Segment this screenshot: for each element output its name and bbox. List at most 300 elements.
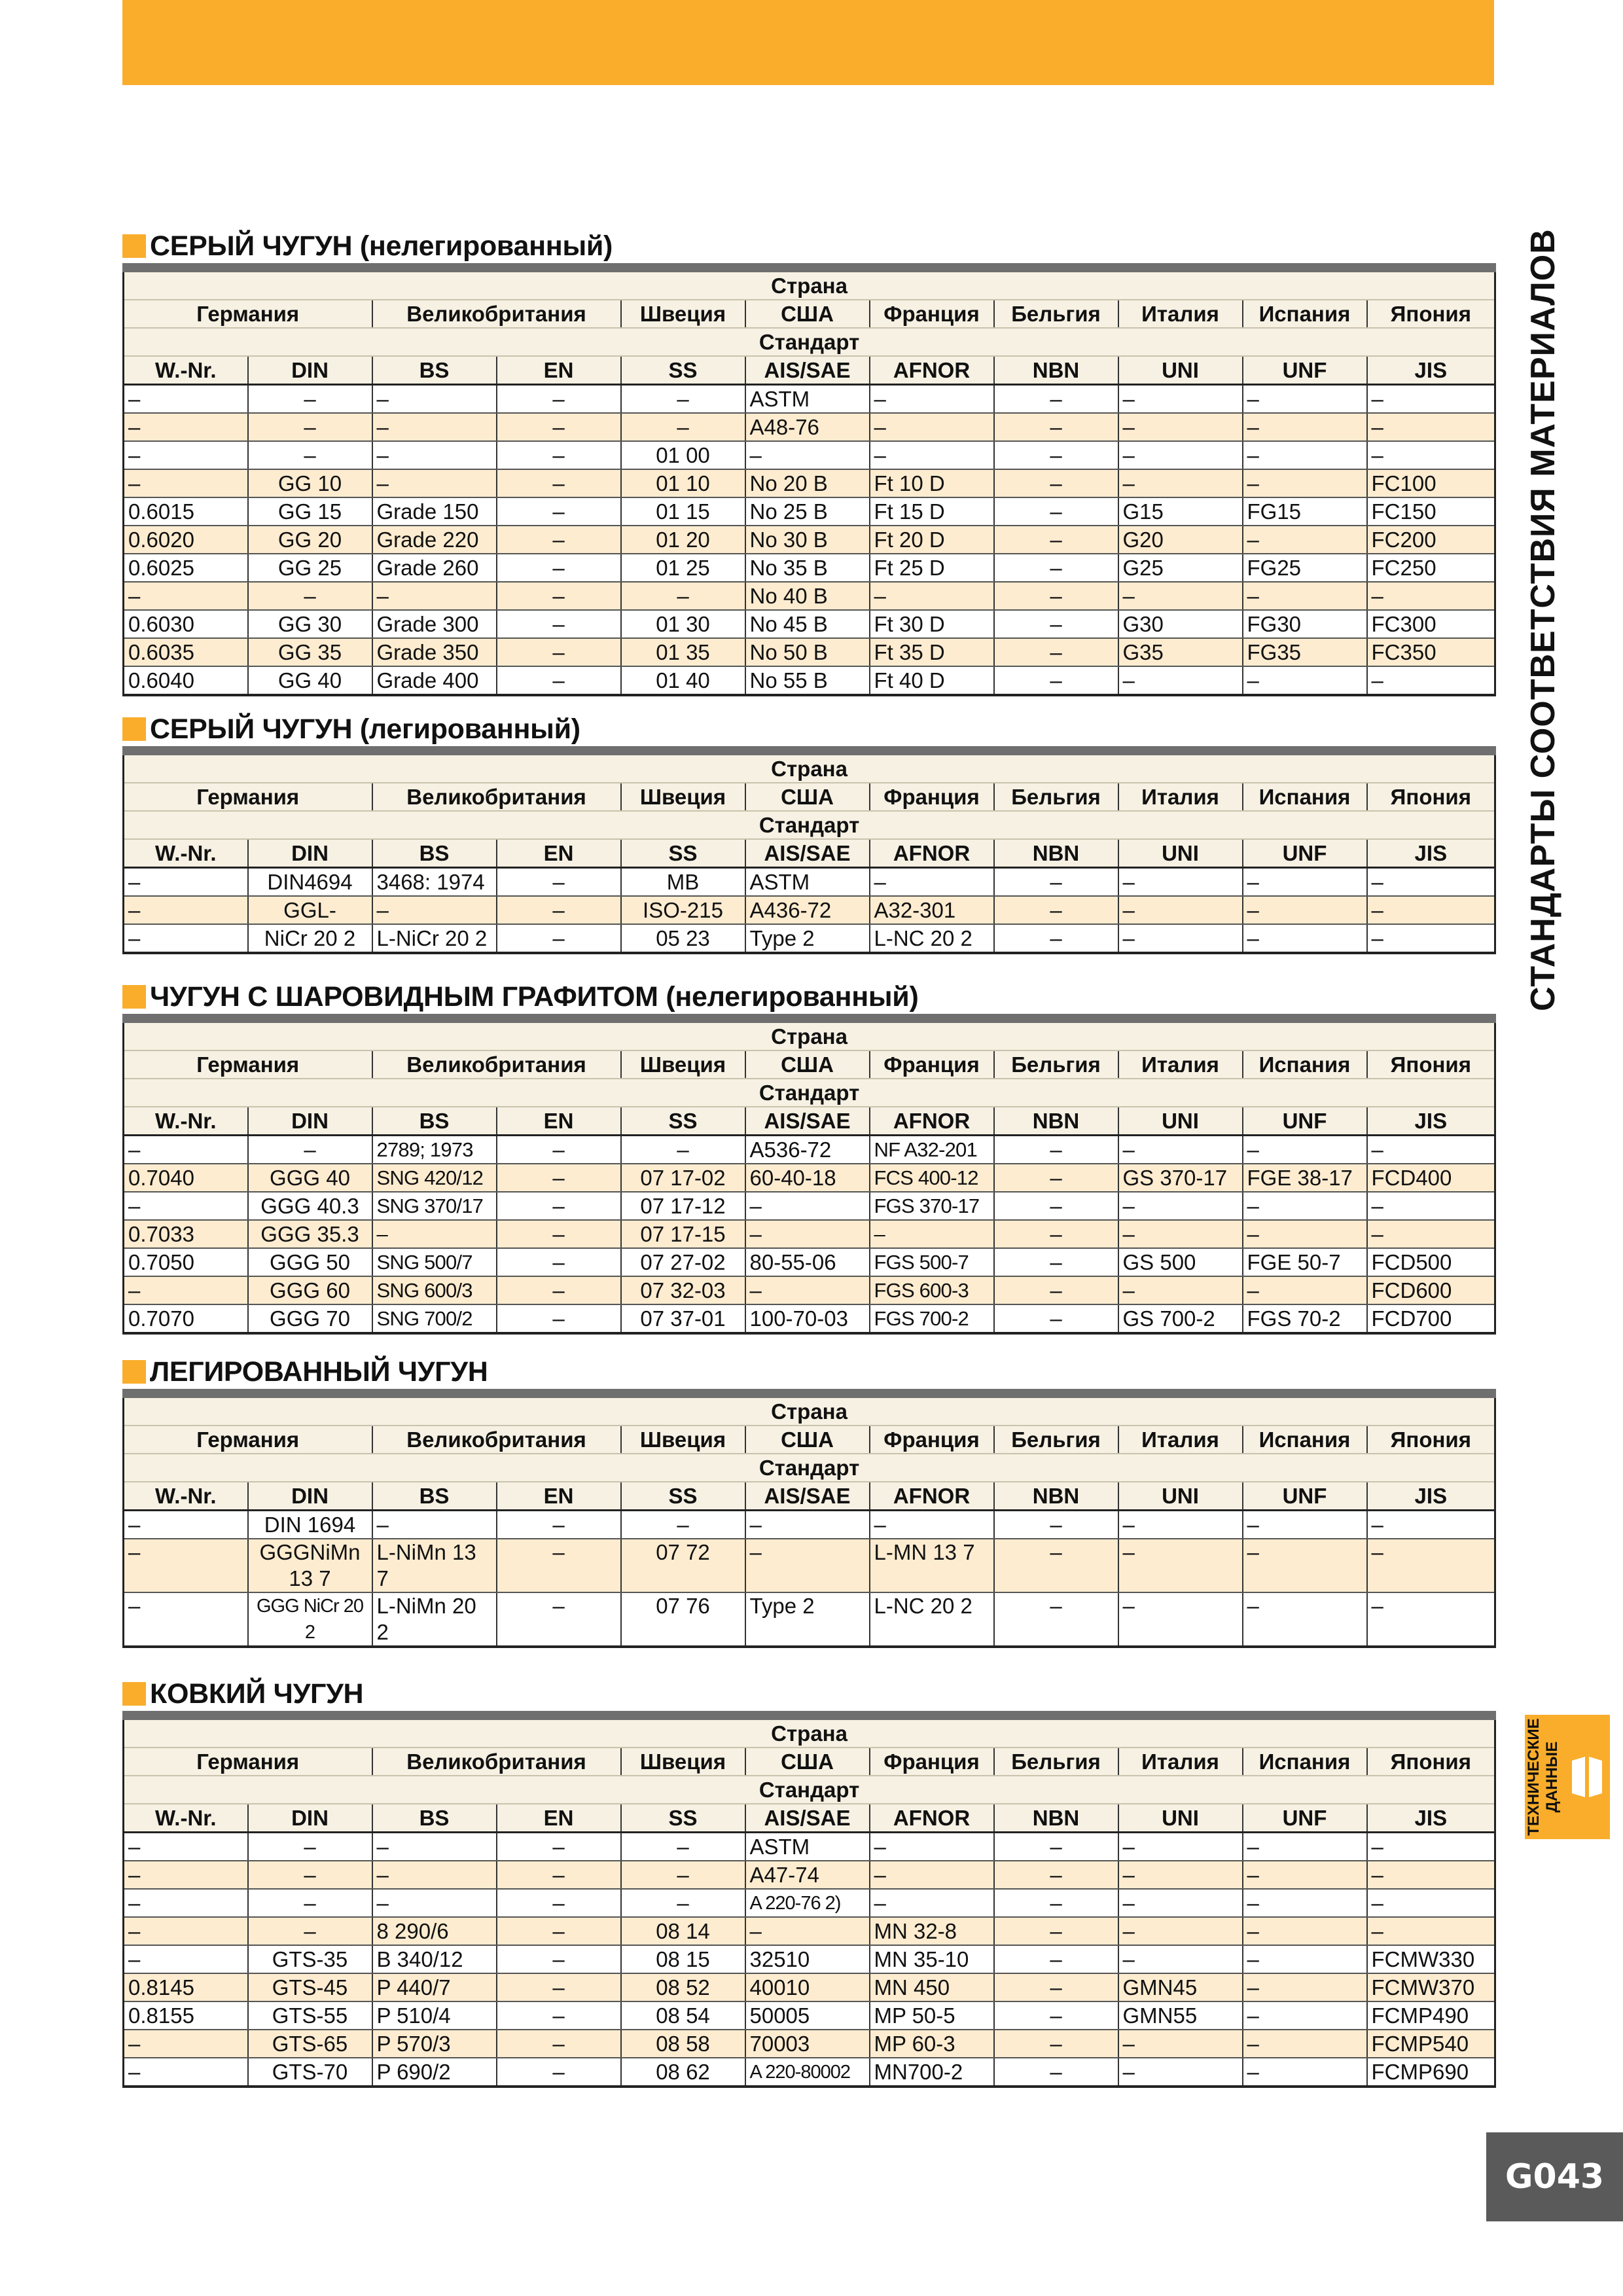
country-header: Страна: [124, 268, 1495, 300]
table-cell: –: [745, 1192, 870, 1220]
table-cell: FC100: [1367, 469, 1495, 497]
table-cell: –: [1118, 441, 1243, 469]
table-cell: 50005: [745, 2001, 870, 2030]
table-cell: GTS-65: [248, 2030, 372, 2058]
table-cell: –: [621, 413, 745, 441]
table-row: [124, 1889, 1495, 1917]
table-row: [124, 2058, 1495, 2087]
column-header: UNF: [1243, 356, 1367, 385]
country-name: Германия: [124, 783, 372, 811]
table-cell: GGG 40: [248, 1164, 372, 1192]
table-cell: –: [870, 1833, 994, 1861]
table-cell: –: [1118, 2030, 1243, 2058]
table-cell: –: [124, 1136, 248, 1164]
table-cell: Grade 400: [372, 666, 497, 695]
table-cell: –: [745, 441, 870, 469]
table-cell: SNG 700/2: [372, 1304, 497, 1333]
table-cell: –: [870, 1861, 994, 1889]
table-cell: –: [497, 1192, 621, 1220]
table-cell: –: [497, 582, 621, 610]
table-cell: 0.6020: [124, 526, 248, 554]
table-cell: 01 40: [621, 666, 745, 695]
table-cell: DIN4694: [248, 868, 372, 897]
table-cell: No 45 B: [745, 610, 870, 638]
table-cell: –: [745, 1220, 870, 1248]
country-name: США: [745, 1748, 870, 1776]
table-cell: FCD400: [1367, 1164, 1495, 1192]
table-cell: –: [497, 469, 621, 497]
table-row: [124, 2030, 1495, 2058]
column-header: AFNOR: [870, 1482, 994, 1511]
table-row: [124, 554, 1495, 582]
table-cell: 3468: 1974: [372, 868, 497, 897]
column-header: JIS: [1367, 1482, 1495, 1511]
table-cell: ISO-215: [621, 896, 745, 924]
country-name: Швеция: [621, 300, 745, 328]
table-cell: –: [870, 413, 994, 441]
table-cell: –: [497, 666, 621, 695]
table-cell: –: [372, 1511, 497, 1539]
table-cell: 07 17-12: [621, 1192, 745, 1220]
table-cell: –: [497, 1833, 621, 1861]
table-cell: –: [497, 2058, 621, 2087]
column-header: BS: [372, 1482, 497, 1511]
table-cell: –: [1118, 1136, 1243, 1164]
table-row: [124, 1136, 1495, 1164]
table-cell: –: [994, 1889, 1118, 1917]
table-cell: –: [372, 469, 497, 497]
table-cell: MN 450: [870, 1973, 994, 2001]
table-cell: SNG 500/7: [372, 1248, 497, 1276]
section-title-text: ЛЕГИРОВАННЫЙ ЧУГУН: [150, 1355, 488, 1388]
column-header: NBN: [994, 1804, 1118, 1833]
table-cell: –: [124, 1917, 248, 1945]
table-cell: –: [124, 1833, 248, 1861]
table-cell: –: [994, 1136, 1118, 1164]
table-cell: –: [248, 1136, 372, 1164]
table-cell: –: [745, 1511, 870, 1539]
table-cell: –: [1243, 385, 1367, 414]
table-cell: P 510/4: [372, 2001, 497, 2030]
table-cell: P 440/7: [372, 1973, 497, 2001]
table-cell: –: [621, 1861, 745, 1889]
country-name: США: [745, 1426, 870, 1454]
column-header: W.-Nr.: [124, 356, 248, 385]
table-cell: L-NiMn 13 7: [372, 1539, 497, 1592]
table-cell: GS 500: [1118, 1248, 1243, 1276]
table-cell: Ft 30 D: [870, 610, 994, 638]
table-cell: 01 25: [621, 554, 745, 582]
table-cell: 08 62: [621, 2058, 745, 2087]
column-header: UNI: [1118, 356, 1243, 385]
column-header: AFNOR: [870, 356, 994, 385]
table-cell: –: [1367, 1889, 1495, 1917]
table-cell: –: [994, 554, 1118, 582]
table-cell: Type 2: [745, 1592, 870, 1647]
country-name: Италия: [1118, 783, 1243, 811]
country-name: Франция: [870, 1050, 994, 1079]
table-cell: SNG 370/17: [372, 1192, 497, 1220]
table-cell: No 20 B: [745, 469, 870, 497]
table-cell: L-MN 13 7: [870, 1539, 994, 1592]
table-cell: –: [1243, 413, 1367, 441]
standard-header: Стандарт: [124, 811, 1495, 839]
column-header: AIS/SAE: [745, 1107, 870, 1136]
table-cell: –: [1243, 666, 1367, 695]
column-header: AIS/SAE: [745, 356, 870, 385]
table-cell: –: [124, 1592, 248, 1647]
column-header: NBN: [994, 356, 1118, 385]
table-cell: A436-72: [745, 896, 870, 924]
table-cell: –: [1243, 1276, 1367, 1304]
section-title-text: ЧУГУН С ШАРОВИДНЫМ ГРАФИТОМ: [150, 980, 658, 1013]
table-cell: 0.8145: [124, 1973, 248, 2001]
table-cell: G20: [1118, 526, 1243, 554]
table-cell: No 50 B: [745, 638, 870, 666]
section-title-text: СЕРЫЙ ЧУГУН: [150, 230, 353, 262]
table-row: [124, 924, 1495, 953]
table-cell: SNG 600/3: [372, 1276, 497, 1304]
table-row: [124, 1592, 1495, 1647]
table-cell: –: [124, 1511, 248, 1539]
table-cell: –: [1118, 1192, 1243, 1220]
table-cell: –: [124, 1539, 248, 1592]
table-cell: –: [1243, 1889, 1367, 1917]
column-header: W.-Nr.: [124, 1804, 248, 1833]
table-cell: –: [1118, 1945, 1243, 1973]
table-cell: –: [1367, 1539, 1495, 1592]
table-row: [124, 868, 1495, 897]
table-cell: –: [1367, 1220, 1495, 1248]
country-name: Япония: [1367, 1748, 1495, 1776]
table-cell: 07 37-01: [621, 1304, 745, 1333]
table-cell: G30: [1118, 610, 1243, 638]
table-cell: No 30 B: [745, 526, 870, 554]
table-cell: –: [124, 2058, 248, 2087]
table-cell: –: [124, 441, 248, 469]
section-title: [122, 1677, 1494, 1711]
table-cell: –: [497, 1220, 621, 1248]
table-cell: –: [124, 413, 248, 441]
table-cell: L-NiMn 20 2: [372, 1592, 497, 1647]
table-cell: GGG 70: [248, 1304, 372, 1333]
column-header: JIS: [1367, 839, 1495, 868]
standard-header-row: [124, 1079, 1495, 1107]
table-row: [124, 1539, 1495, 1592]
table-cell: –: [1243, 2030, 1367, 2058]
country-name: Япония: [1367, 1426, 1495, 1454]
table-cell: –: [1243, 896, 1367, 924]
country-name: Франция: [870, 300, 994, 328]
country-name: Великобритания: [372, 1426, 621, 1454]
table-cell: Ft 40 D: [870, 666, 994, 695]
table-cell: NF A32-201: [870, 1136, 994, 1164]
table-cell: –: [1243, 582, 1367, 610]
sidebar-vertical-title: СТАНДАРТЫ СООТВЕТСТВИЯ МАТЕРИАЛОВ: [1524, 228, 1562, 1011]
table-cell: –: [372, 413, 497, 441]
table-cell: –: [124, 1192, 248, 1220]
table-cell: –: [621, 1833, 745, 1861]
table-cell: L-NC 20 2: [870, 924, 994, 953]
country-header-row: [124, 751, 1495, 783]
table-cell: GGL-: [248, 896, 372, 924]
table-cell: –: [1118, 666, 1243, 695]
column-header: DIN: [248, 1804, 372, 1833]
table-cell: –: [248, 385, 372, 414]
table-cell: –: [1243, 1973, 1367, 2001]
table-cell: –: [372, 441, 497, 469]
table-cell: –: [1243, 1539, 1367, 1592]
table-cell: Grade 220: [372, 526, 497, 554]
table-cell: –: [870, 868, 994, 897]
country-name: Германия: [124, 1748, 372, 1776]
table-cell: –: [124, 1945, 248, 1973]
column-header: SS: [621, 1482, 745, 1511]
table-cell: –: [372, 896, 497, 924]
country-name: Бельгия: [994, 783, 1118, 811]
table-cell: –: [994, 2030, 1118, 2058]
section-subtitle-text: (нелегированный): [359, 230, 613, 262]
country-header: Страна: [124, 1715, 1495, 1748]
table-cell: –: [1243, 924, 1367, 953]
table-cell: G35: [1118, 638, 1243, 666]
country-name: Италия: [1118, 300, 1243, 328]
table-cell: –: [497, 1276, 621, 1304]
table-cell: –: [1367, 1592, 1495, 1647]
section-title: [122, 229, 1494, 263]
table-cell: –: [1118, 1833, 1243, 1861]
table-cell: –: [1367, 868, 1495, 897]
table-cell: –: [1118, 413, 1243, 441]
table-cell: A47-74: [745, 1861, 870, 1889]
table-cell: NiCr 20 2: [248, 924, 372, 953]
table-cell: –: [497, 1889, 621, 1917]
table-row: [124, 413, 1495, 441]
country-name: Германия: [124, 1050, 372, 1079]
column-header: EN: [497, 1107, 621, 1136]
country-name: Япония: [1367, 783, 1495, 811]
country-name: Швеция: [621, 1426, 745, 1454]
table-row: [124, 1248, 1495, 1276]
column-header: AFNOR: [870, 1107, 994, 1136]
table-cell: A 220-76 2): [745, 1889, 870, 1917]
table-cell: –: [248, 413, 372, 441]
country-name: Великобритания: [372, 1748, 621, 1776]
country-name: Германия: [124, 1426, 372, 1454]
table-cell: FCMW370: [1367, 1973, 1495, 2001]
table-cell: –: [497, 1973, 621, 2001]
table-row: [124, 1220, 1495, 1248]
table-cell: –: [497, 526, 621, 554]
table-cell: –: [745, 1917, 870, 1945]
table-cell: GS 370-17: [1118, 1164, 1243, 1192]
table-cell: –: [994, 1304, 1118, 1333]
table-cell: 60-40-18: [745, 1164, 870, 1192]
table-cell: –: [1243, 526, 1367, 554]
table-cell: FG25: [1243, 554, 1367, 582]
table-cell: GTS-55: [248, 2001, 372, 2030]
table-cell: –: [497, 1539, 621, 1592]
column-header-row: [124, 1107, 1495, 1136]
table-cell: –: [497, 2030, 621, 2058]
standards-table: [122, 746, 1496, 954]
table-cell: FC250: [1367, 554, 1495, 582]
table-cell: No 25 B: [745, 497, 870, 526]
table-cell: 08 14: [621, 1917, 745, 1945]
standard-header: Стандарт: [124, 1776, 1495, 1804]
table-cell: –: [124, 868, 248, 897]
section-malleable-cast-iron: [122, 1677, 1494, 2088]
section-marker-icon: [122, 234, 146, 258]
country-name: Япония: [1367, 300, 1495, 328]
column-header: SS: [621, 1107, 745, 1136]
section-nodular-cast-iron: [122, 980, 1494, 1335]
column-header: JIS: [1367, 1107, 1495, 1136]
table-cell: –: [621, 385, 745, 414]
table-cell: 01 35: [621, 638, 745, 666]
table-cell: FC150: [1367, 497, 1495, 526]
table-cell: GS 700-2: [1118, 1304, 1243, 1333]
table-cell: –: [994, 385, 1118, 414]
table-cell: FGS 600-3: [870, 1276, 994, 1304]
table-row: [124, 1276, 1495, 1304]
country-name: Франция: [870, 1748, 994, 1776]
column-header: UNF: [1243, 1107, 1367, 1136]
table-cell: G25: [1118, 554, 1243, 582]
table-cell: –: [1118, 469, 1243, 497]
table-cell: –: [497, 554, 621, 582]
section-title: [122, 1355, 1494, 1389]
table-cell: FGE 38-17: [1243, 1164, 1367, 1192]
country-names-row: [124, 783, 1495, 811]
standard-header: Стандарт: [124, 1454, 1495, 1482]
table-cell: –: [497, 2001, 621, 2030]
table-cell: GG 30: [248, 610, 372, 638]
table-cell: ASTM: [745, 868, 870, 897]
table-row: [124, 1861, 1495, 1889]
table-cell: –: [1367, 666, 1495, 695]
column-header-row: [124, 1804, 1495, 1833]
table-cell: 07 27-02: [621, 1248, 745, 1276]
country-name: Испания: [1243, 1050, 1367, 1079]
section-grey-cast-iron-alloyed: [122, 712, 1494, 954]
open-book-icon: [1571, 1754, 1603, 1800]
table-cell: –: [497, 1164, 621, 1192]
table-cell: No 40 B: [745, 582, 870, 610]
country-name: Великобритания: [372, 783, 621, 811]
table-cell: –: [994, 469, 1118, 497]
table-cell: FCD700: [1367, 1304, 1495, 1333]
country-header: Страна: [124, 751, 1495, 783]
table-cell: GTS-70: [248, 2058, 372, 2087]
column-header: UNI: [1118, 1482, 1243, 1511]
table-cell: –: [1118, 2058, 1243, 2087]
table-cell: –: [994, 1833, 1118, 1861]
technical-data-tab[interactable]: [1525, 1715, 1610, 1839]
table-cell: Grade 260: [372, 554, 497, 582]
table-cell: –: [124, 1861, 248, 1889]
table-row: [124, 441, 1495, 469]
table-cell: –: [870, 441, 994, 469]
table-cell: 8 290/6: [372, 1917, 497, 1945]
column-header: BS: [372, 1804, 497, 1833]
table-cell: –: [994, 1220, 1118, 1248]
table-cell: FCMP490: [1367, 2001, 1495, 2030]
column-header: SS: [621, 1804, 745, 1833]
section-marker-icon: [122, 717, 146, 741]
country-name: Италия: [1118, 1748, 1243, 1776]
table-cell: 08 58: [621, 2030, 745, 2058]
table-cell: –: [994, 896, 1118, 924]
table-cell: 100-70-03: [745, 1304, 870, 1333]
table-cell: 0.6025: [124, 554, 248, 582]
column-header: EN: [497, 1804, 621, 1833]
table-cell: –: [1243, 1861, 1367, 1889]
country-name: Япония: [1367, 1050, 1495, 1079]
table-cell: –: [1367, 1511, 1495, 1539]
column-header: DIN: [248, 839, 372, 868]
table-cell: –: [497, 497, 621, 526]
table-cell: –: [1367, 1861, 1495, 1889]
table-cell: –: [497, 924, 621, 953]
table-cell: 2789; 1973: [372, 1136, 497, 1164]
column-header: UNI: [1118, 839, 1243, 868]
country-name: Бельгия: [994, 300, 1118, 328]
table-cell: –: [1118, 1889, 1243, 1917]
table-cell: FCD600: [1367, 1276, 1495, 1304]
table-cell: GG 20: [248, 526, 372, 554]
page-number: G043: [1486, 2132, 1623, 2221]
column-header: UNF: [1243, 839, 1367, 868]
table-cell: –: [621, 1889, 745, 1917]
table-cell: FCS 400-12: [870, 1164, 994, 1192]
country-name: Италия: [1118, 1426, 1243, 1454]
table-cell: –: [994, 2058, 1118, 2087]
table-cell: GG 10: [248, 469, 372, 497]
table-cell: 07 32-03: [621, 1276, 745, 1304]
table-cell: GG 40: [248, 666, 372, 695]
table-cell: –: [497, 1304, 621, 1333]
table-cell: –: [1243, 2001, 1367, 2030]
table-cell: –: [994, 526, 1118, 554]
column-header: SS: [621, 839, 745, 868]
table-cell: –: [1243, 1511, 1367, 1539]
table-cell: GG 25: [248, 554, 372, 582]
section-title: [122, 712, 1494, 746]
table-cell: –: [497, 896, 621, 924]
table-cell: –: [1118, 1276, 1243, 1304]
table-cell: 08 52: [621, 1973, 745, 2001]
country-name: Испания: [1243, 1748, 1367, 1776]
table-cell: 0.6015: [124, 497, 248, 526]
table-row: [124, 1192, 1495, 1220]
table-cell: –: [1118, 1861, 1243, 1889]
table-cell: MB: [621, 868, 745, 897]
table-cell: –: [1367, 413, 1495, 441]
table-cell: –: [621, 1136, 745, 1164]
table-cell: –: [994, 868, 1118, 897]
table-cell: –: [745, 1276, 870, 1304]
country-header: Страна: [124, 1018, 1495, 1050]
table-cell: GTS-35: [248, 1945, 372, 1973]
table-cell: –: [994, 582, 1118, 610]
column-header: UNI: [1118, 1804, 1243, 1833]
table-cell: –: [1367, 441, 1495, 469]
table-cell: L-NC 20 2: [870, 1592, 994, 1647]
country-name: Швеция: [621, 1050, 745, 1079]
table-cell: GMN55: [1118, 2001, 1243, 2030]
table-cell: 01 30: [621, 610, 745, 638]
